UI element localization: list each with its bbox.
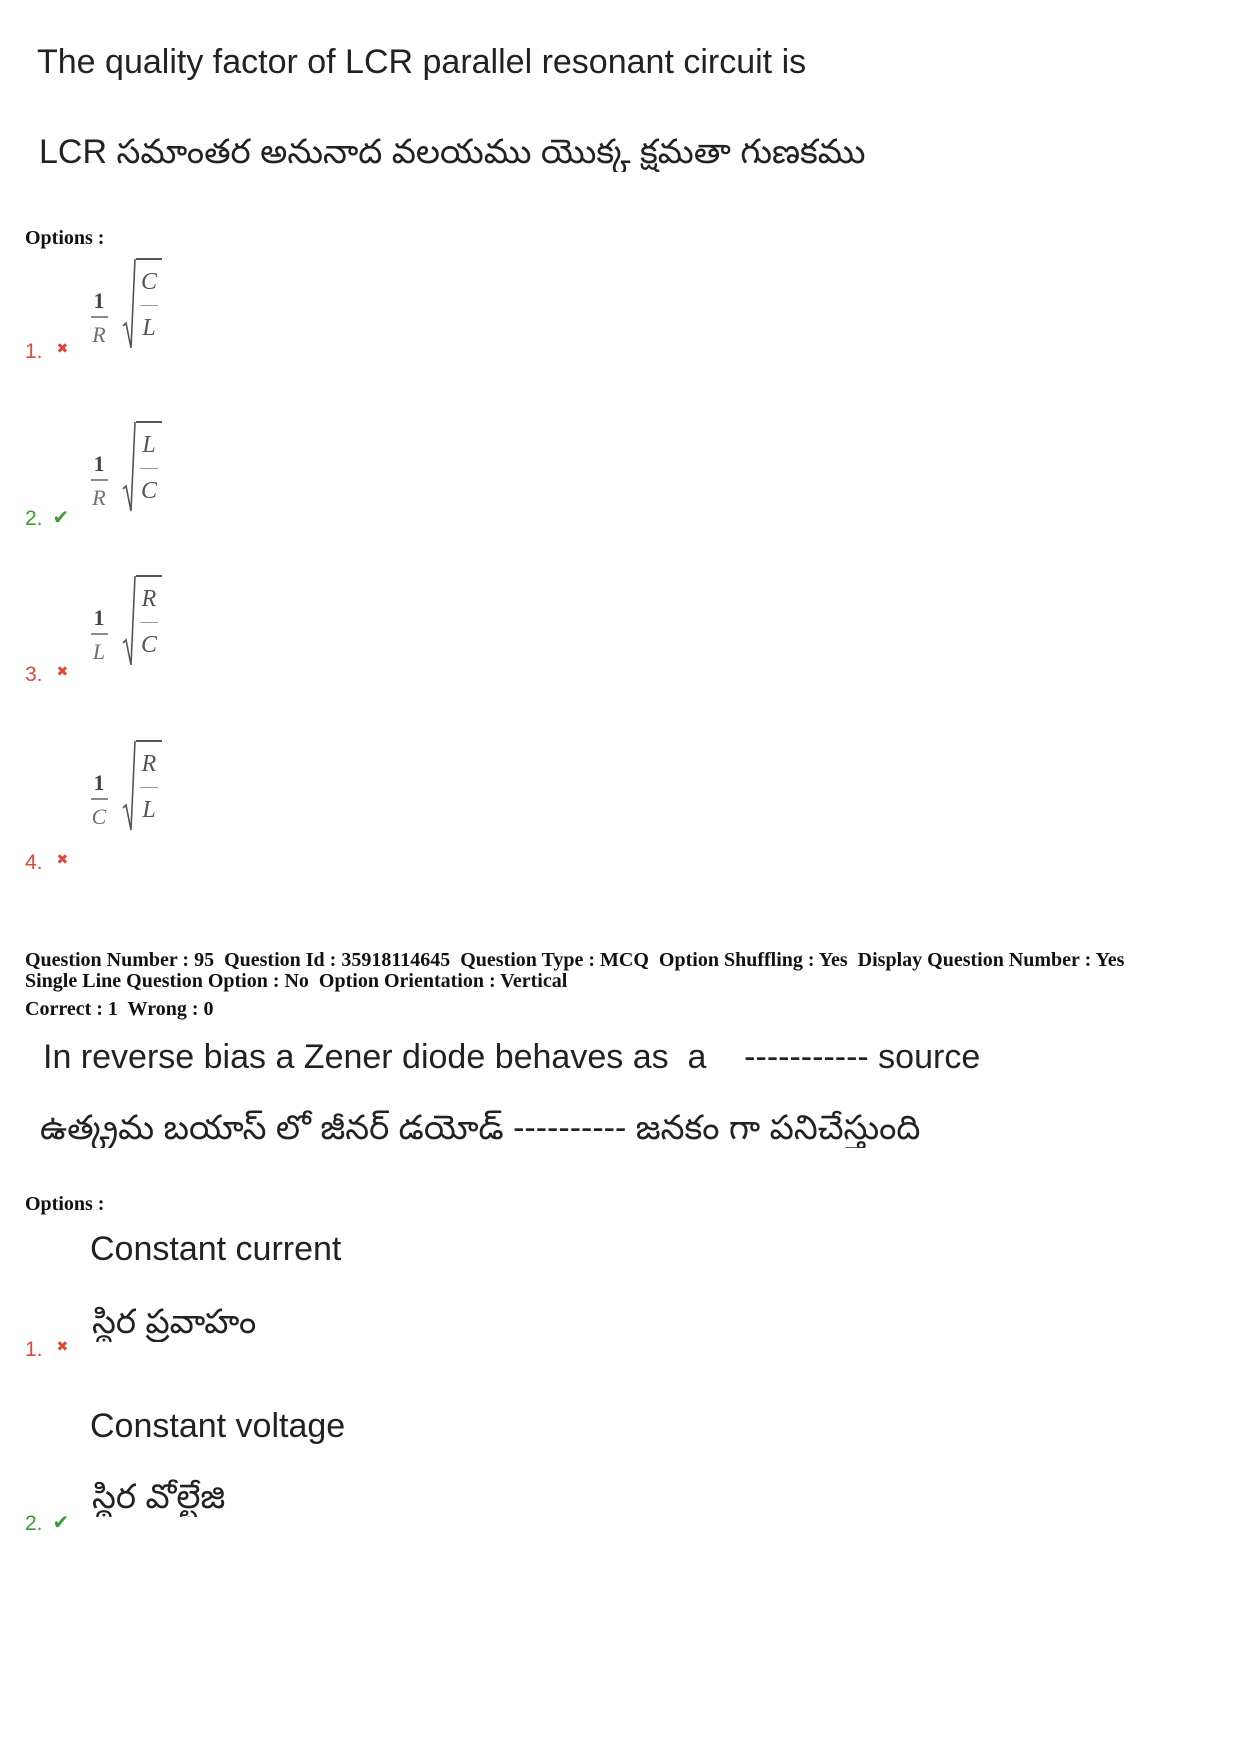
radicand-numerator: R xyxy=(141,586,157,613)
option-formula xyxy=(88,419,162,513)
option-formula xyxy=(88,256,162,350)
check-icon: ✔ xyxy=(52,505,70,529)
radicand-denominator: C xyxy=(140,477,157,504)
option-number-text: 4. xyxy=(25,851,43,874)
fraction-numerator: 1 xyxy=(93,288,105,313)
option-number-text: 2. xyxy=(25,507,43,530)
question-text-english: The quality factor of LCR parallel resonant circuit is xyxy=(37,43,807,81)
option-text-english: Constant current xyxy=(90,1230,342,1268)
radicand-denominator: L xyxy=(142,796,156,823)
fraction-bar xyxy=(91,633,108,635)
question-meta-line-1: Question Number : 95 Question Id : 35918114645 Question Type : MCQ Option Shuffling : Yes Display Question Number : Yes xyxy=(25,950,1125,971)
fraction-bar xyxy=(91,316,108,318)
radicand-denominator: L xyxy=(142,314,156,341)
cross-icon: ✖ xyxy=(56,664,69,680)
square-root xyxy=(122,738,162,832)
fraction-bar xyxy=(91,479,108,481)
option-number-text: 1. xyxy=(25,1338,43,1361)
option-text-telugu: స్థిర ప్రవాహం xyxy=(92,1303,257,1341)
fraction-bar xyxy=(91,798,108,800)
option-formula xyxy=(88,738,162,832)
fraction xyxy=(88,770,110,830)
radicand xyxy=(136,258,162,350)
fraction xyxy=(88,451,110,511)
radical-sign-icon xyxy=(122,419,136,513)
radicand xyxy=(136,740,162,832)
option-text-telugu: స్థిర వోల్టేజి xyxy=(92,1478,226,1516)
radicand xyxy=(136,421,162,513)
cross-icon: ✖ xyxy=(56,341,69,357)
option-number xyxy=(25,1512,69,1536)
options-label: Options : xyxy=(25,1193,105,1215)
option-number xyxy=(25,663,68,687)
option-number xyxy=(25,851,68,875)
fraction-numerator: 1 xyxy=(93,605,105,630)
radicand-denominator: C xyxy=(140,631,157,658)
option-formula xyxy=(88,573,162,667)
question-text-telugu: ఉత్క్రమ బయాస్ లో జీనర్ డయోడ్ ---------- జనకం గా పనిచేస్తుంది xyxy=(40,1109,921,1147)
option-text-english: Constant voltage xyxy=(90,1407,346,1445)
option-number-text: 3. xyxy=(25,663,43,686)
option-number xyxy=(25,340,68,364)
option-number xyxy=(25,1338,68,1362)
radicand-bar xyxy=(140,787,158,788)
fraction-denominator: R xyxy=(92,322,106,347)
radicand-numerator: R xyxy=(141,751,157,778)
question-text-telugu: LCR సమాంతర అనునాద వలయము యొక్క క్షమతా గుణకము xyxy=(39,133,866,171)
cross-icon: ✖ xyxy=(56,852,69,868)
radicand-bar xyxy=(140,305,158,306)
option-number-text: 2. xyxy=(25,1512,43,1535)
option-number-text: 1. xyxy=(25,340,43,363)
question-meta-line-2: Single Line Question Option : No Option Orientation : Vertical xyxy=(25,971,568,992)
question-marks: Correct : 1 Wrong : 0 xyxy=(25,999,214,1020)
check-icon: ✔ xyxy=(52,1510,70,1534)
radicand-bar xyxy=(140,622,158,623)
fraction xyxy=(88,605,110,665)
cross-icon: ✖ xyxy=(56,1339,69,1355)
square-root xyxy=(122,573,162,667)
square-root xyxy=(122,256,162,350)
fraction-denominator: L xyxy=(92,639,106,664)
question-text-english: In reverse bias a Zener diode behaves as a ----------- source xyxy=(43,1038,981,1076)
fraction-numerator: 1 xyxy=(93,451,105,476)
square-root xyxy=(122,419,162,513)
fraction-denominator: R xyxy=(92,485,106,510)
radical-sign-icon xyxy=(122,738,136,832)
radicand-bar xyxy=(140,468,158,469)
fraction-numerator: 1 xyxy=(93,770,105,795)
radicand xyxy=(136,575,162,667)
radicand-numerator: C xyxy=(140,269,157,296)
fraction xyxy=(88,288,110,348)
options-label: Options : xyxy=(25,227,105,249)
radical-sign-icon xyxy=(122,256,136,350)
radical-sign-icon xyxy=(122,573,136,667)
radicand-numerator: L xyxy=(142,432,156,459)
fraction-denominator: C xyxy=(91,804,107,829)
option-number xyxy=(25,507,69,531)
